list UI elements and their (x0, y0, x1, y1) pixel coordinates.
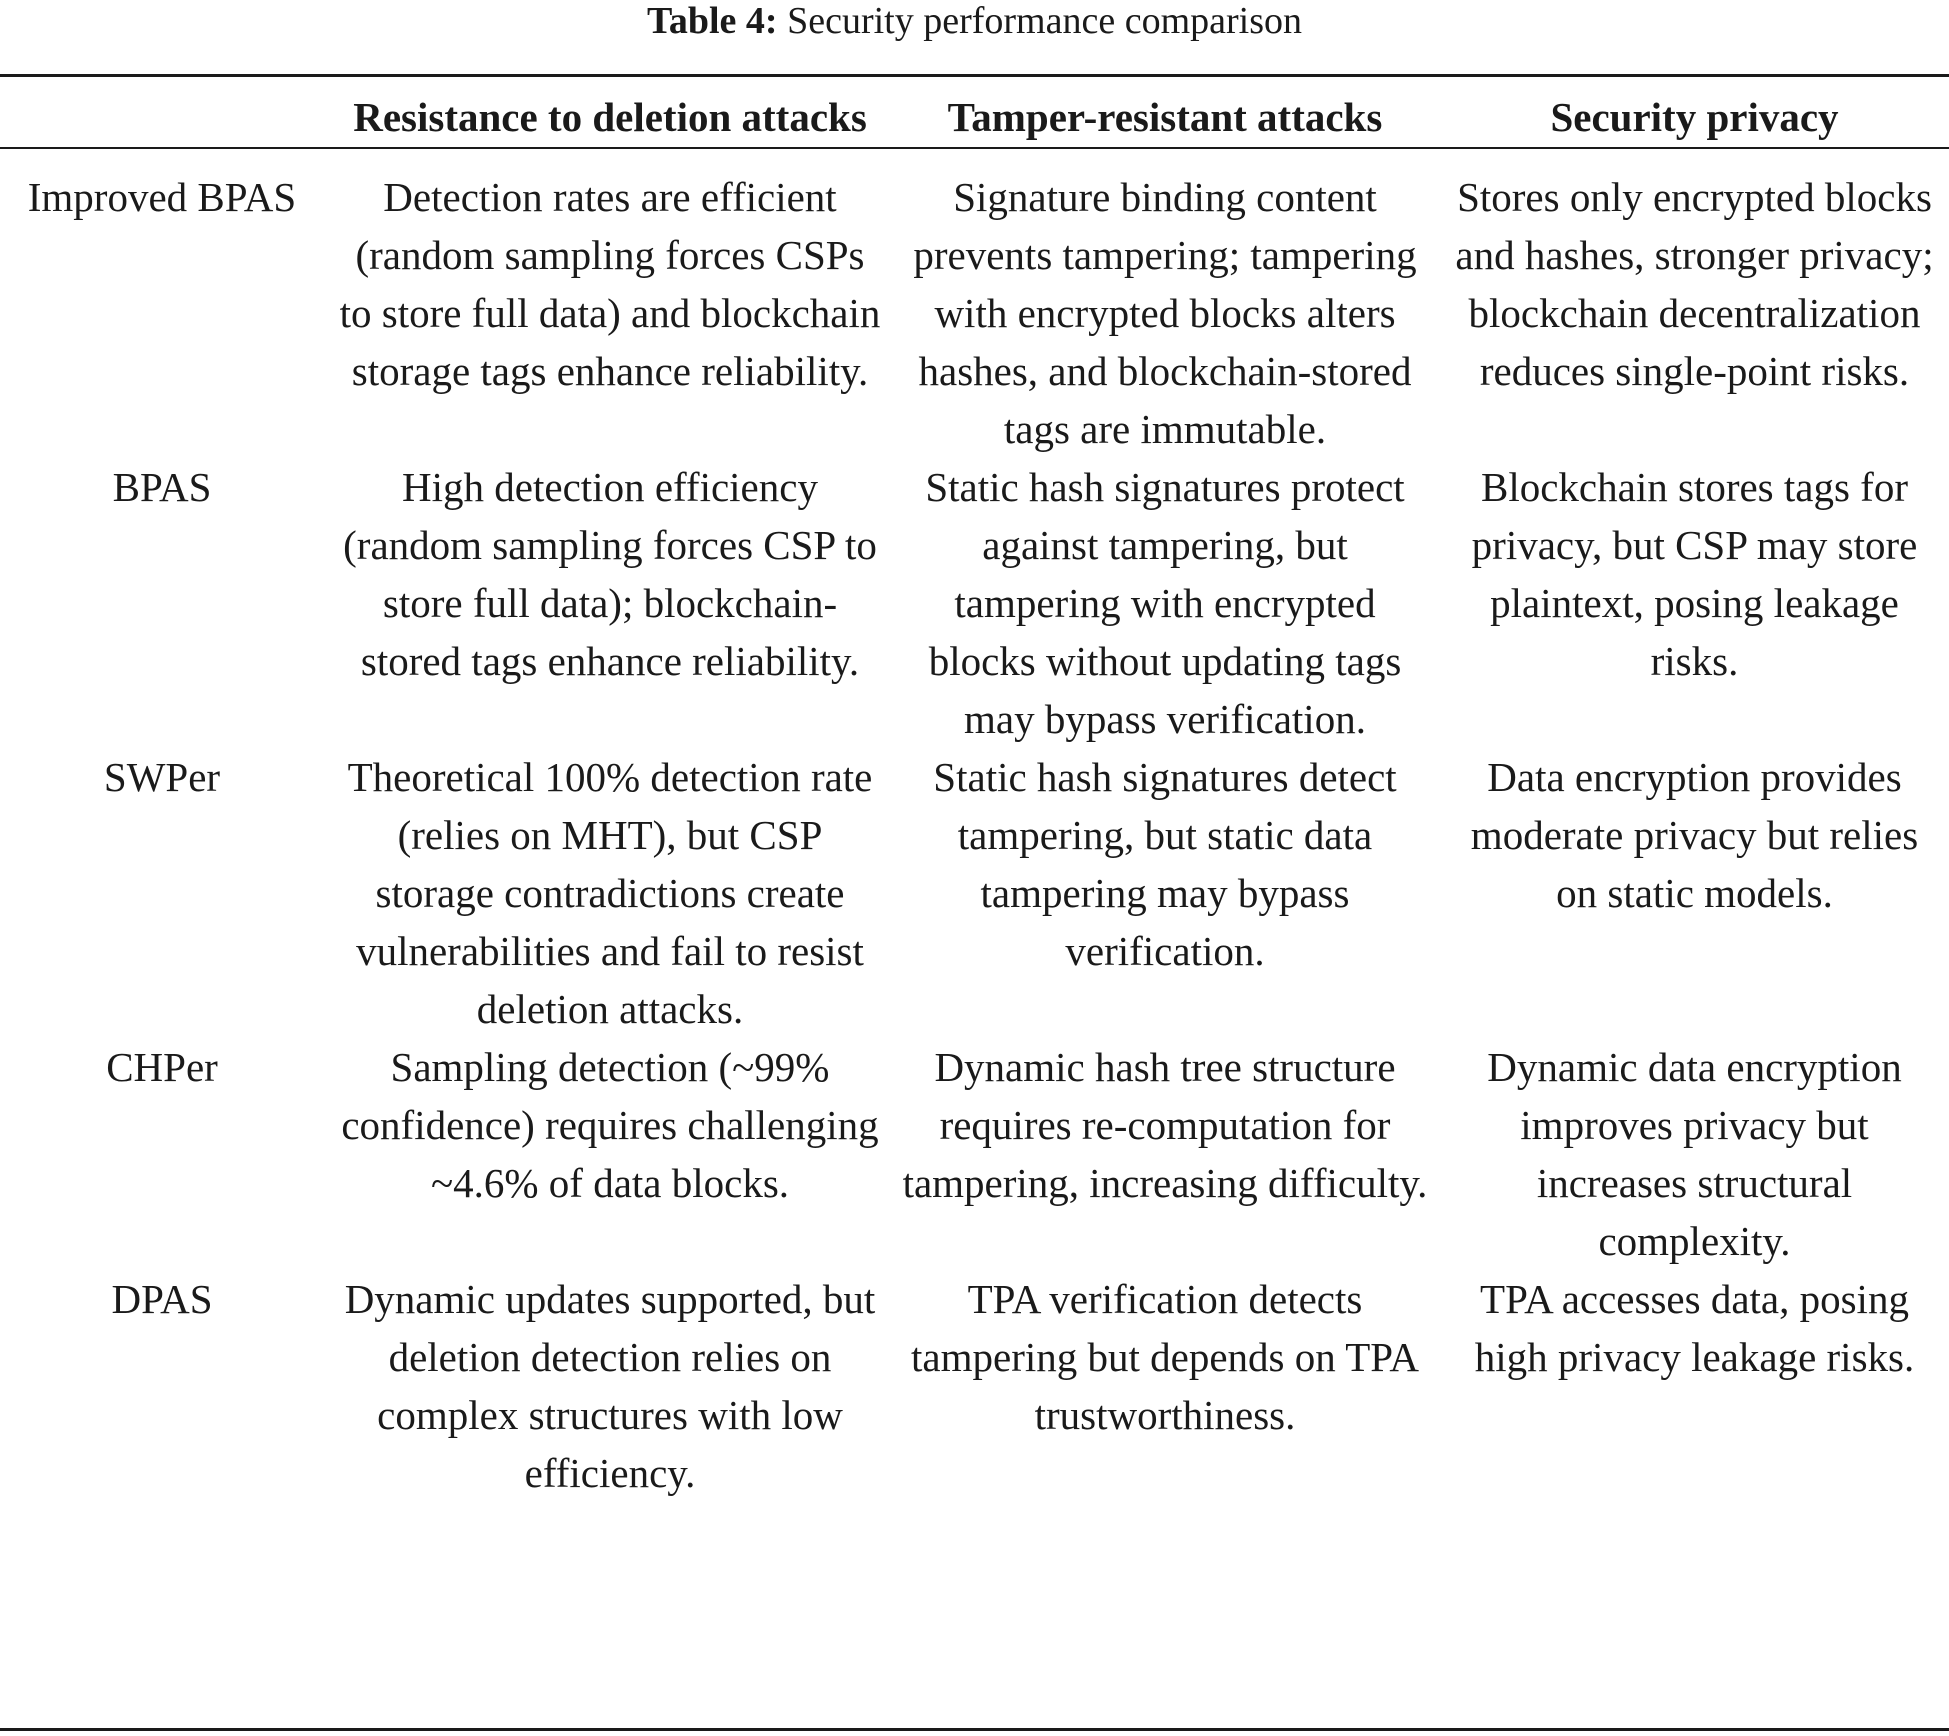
table-row (0, 1038, 1949, 1270)
cell-privacy: Stores only encrypted blocks and hashes, stronger privacy; blockchain decentralization reduces single-point risks. (1455, 174, 1934, 394)
table-row (0, 748, 1949, 1038)
cell-deletion: Theoretical 100% detection rate (relies on MHT), but CSP storage contradictions create vulnerabilities and fail to resist deletion attacks. (347, 754, 873, 1032)
cell-tamper: Signature binding content prevents tampering; tampering with encrypted blocks alters hashes, and blockchain-stored tags are immutable. (913, 174, 1417, 452)
table-row (0, 1270, 1949, 1502)
top-rule (0, 74, 1949, 77)
row-scheme-name: SWPer (103, 754, 221, 800)
table-row (0, 156, 1949, 458)
cell-deletion: Dynamic updates supported, but deletion detection relies on complex structures with low efficiency. (344, 1276, 876, 1496)
cell-deletion: Detection rates are efficient (random sampling forces CSPs to store full data) and blockchain storage tags enhance reliability. (339, 174, 881, 394)
cell-privacy: TPA accesses data, posing high privacy leakage risks. (1474, 1276, 1915, 1380)
cell-tamper: Dynamic hash tree structure requires re-computation for tampering, increasing difficulty. (902, 1044, 1428, 1206)
caption-title: Security performance comparison (787, 0, 1302, 42)
caption-label: Table 4: (647, 0, 778, 42)
cell-deletion: High detection efficiency (random sampling forces CSP to store full data); blockchain-stored tags enhance reliability. (343, 464, 877, 684)
header-privacy: Security privacy (1550, 94, 1839, 140)
header-scheme (0, 88, 330, 156)
security-comparison-table (0, 88, 1949, 1502)
row-scheme-name: CHPer (106, 1044, 218, 1090)
cell-tamper: TPA verification detects tampering but depends on TPA trustworthiness. (911, 1276, 1419, 1438)
header-tamper: Tamper-resistant attacks (947, 94, 1383, 140)
row-scheme-name: DPAS (111, 1276, 213, 1322)
row-scheme-name: Improved BPAS (27, 174, 297, 220)
table-caption (0, 0, 1949, 42)
bottom-rule (0, 1728, 1949, 1731)
cell-privacy: Data encryption provides moderate privacy but relies on static models. (1470, 754, 1919, 916)
cell-tamper: Static hash signatures detect tampering, but static data tampering may bypass verification. (933, 754, 1397, 974)
header-row (0, 88, 1949, 156)
cell-deletion: Sampling detection (~99% confidence) requires challenging ~4.6% of data blocks. (341, 1044, 879, 1206)
table-row (0, 458, 1949, 748)
cell-privacy: Dynamic data encryption improves privacy but increases structural complexity. (1487, 1044, 1902, 1264)
cell-privacy: Blockchain stores tags for privacy, but CSP may store plaintext, posing leakage risks. (1471, 464, 1918, 684)
cell-tamper: Static hash signatures protect against tampering, but tampering with encrypted blocks without updating tags may bypass verification. (925, 464, 1405, 742)
header-deletion: Resistance to deletion attacks (353, 94, 867, 140)
row-scheme-name: BPAS (112, 464, 212, 510)
